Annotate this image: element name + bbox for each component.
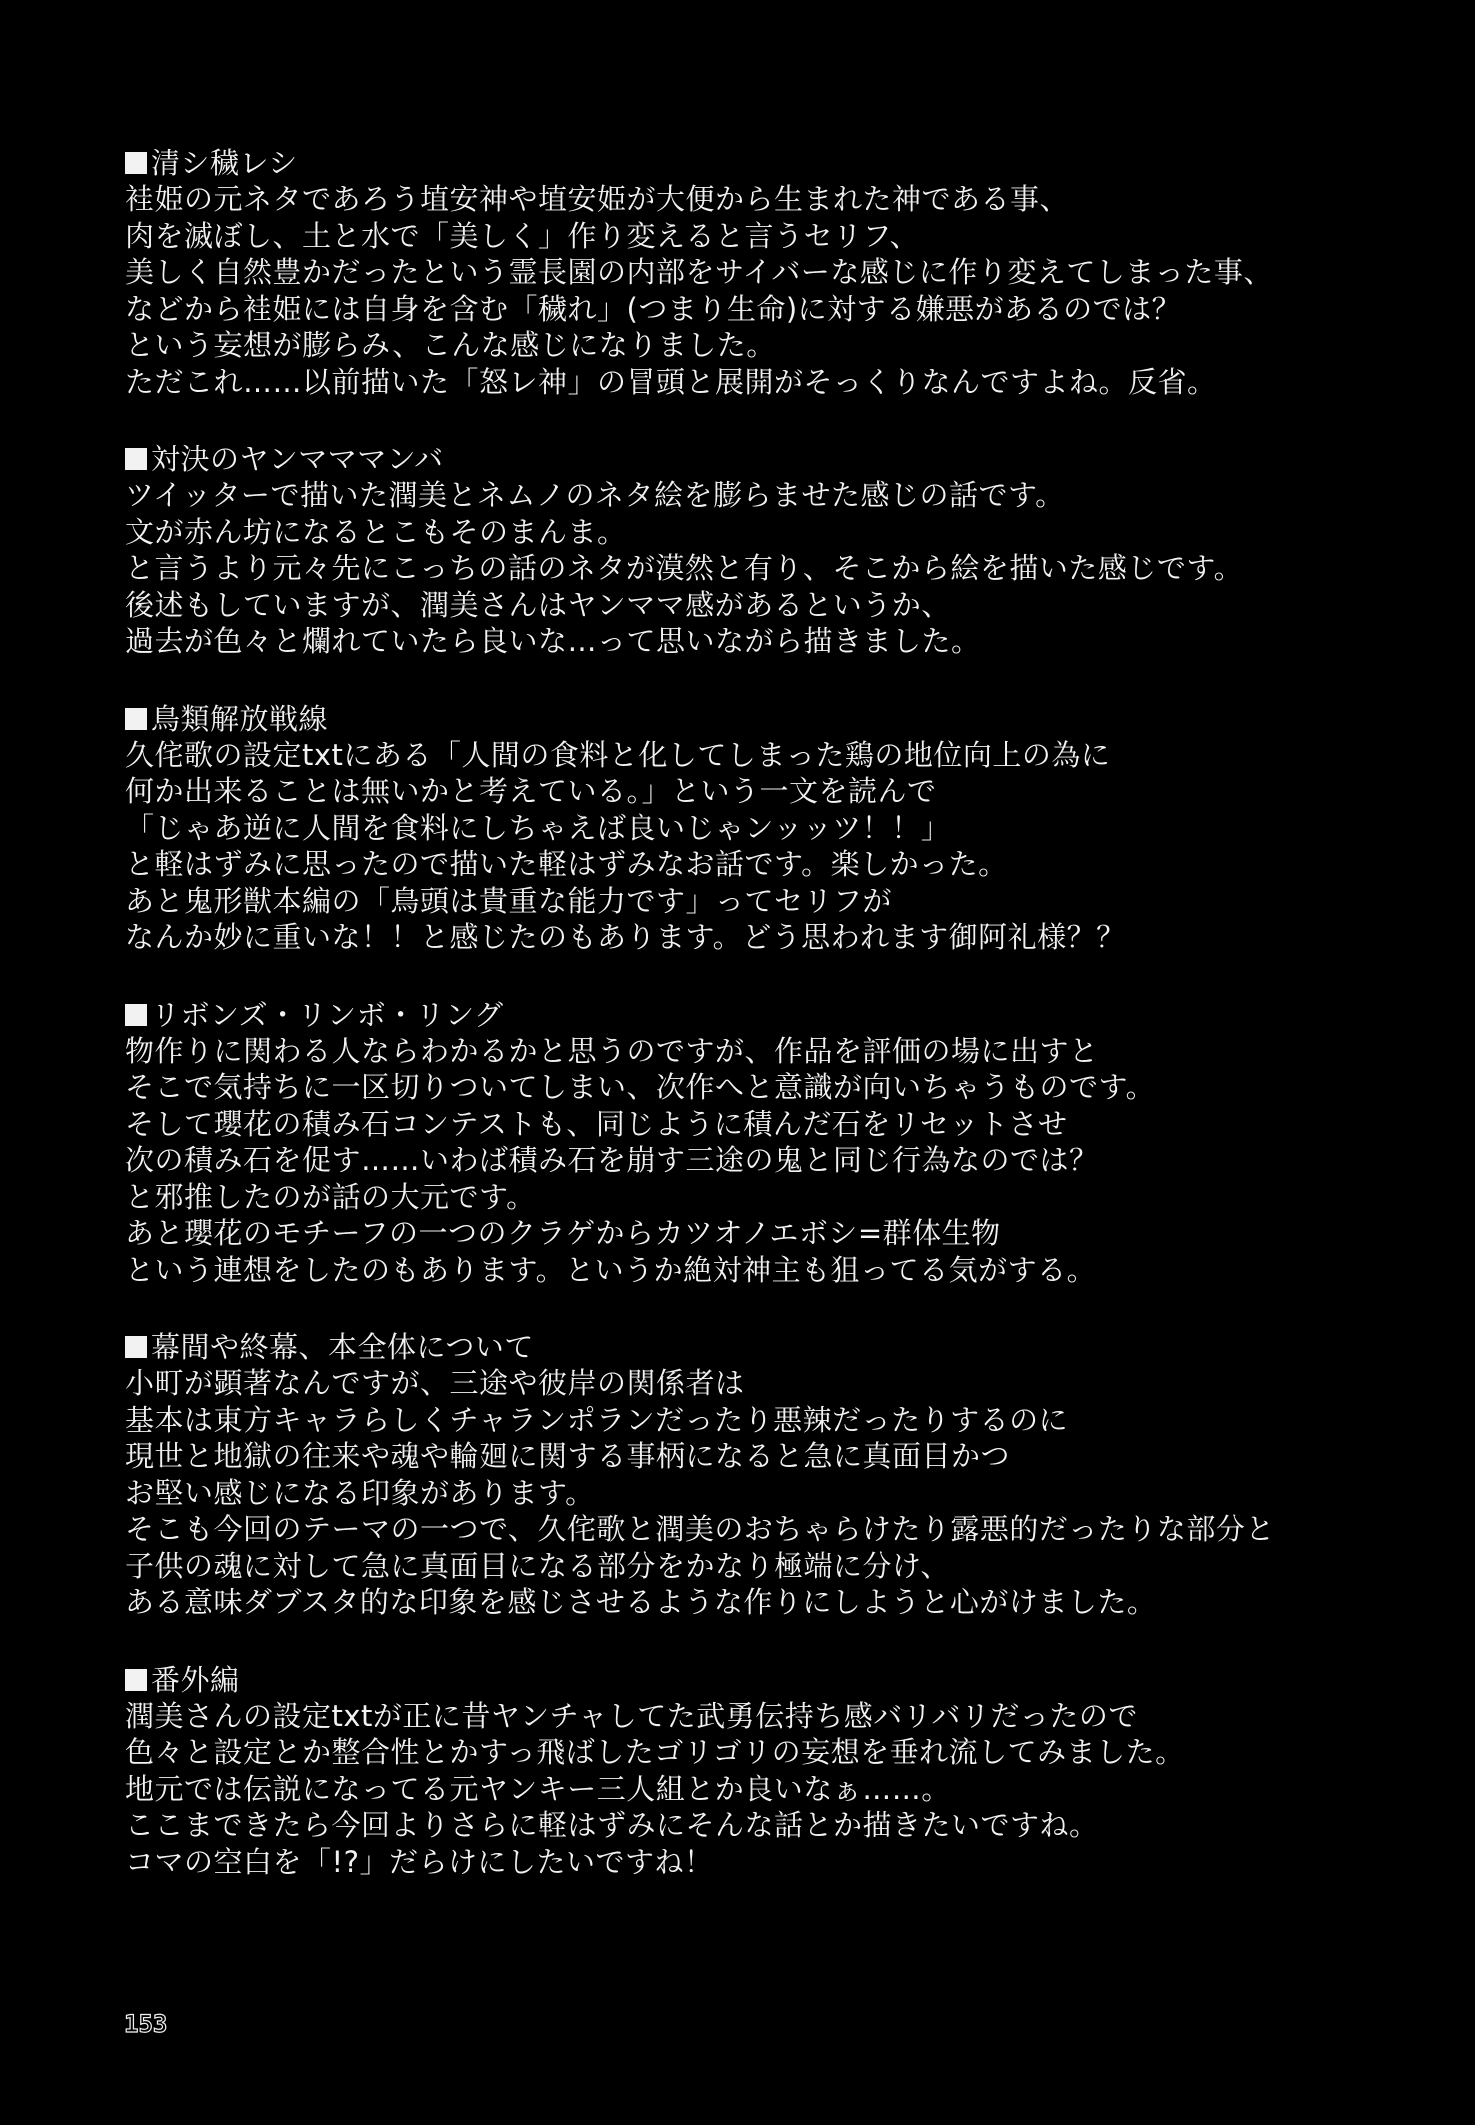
body-line: ただこれ……以前描いた「怒レ神」の冒頭と展開がそっくりなんですよね。反省。 — [125, 364, 1217, 399]
body-line: そこで気持ちに一区切りついてしまい、次作へと意識が向いちゃうものです。 — [125, 1070, 1156, 1104]
body-line: 色々と設定とか整合性とかすっ飛ばしたゴリゴリの妄想を垂れ流してみました。 — [125, 1735, 1185, 1769]
body-line: 肉を滅ぼし、土と水で「美しく」作り変えると言うセリフ、 — [125, 218, 920, 253]
body-line: あと鬼形獣本編の「鳥頭は貴重な能力です」ってセリフが — [125, 883, 893, 918]
body-line: 潤美さんの設定txtが正に昔ヤンチャしてた武勇伝持ち感バリバリだったので — [125, 1698, 1138, 1733]
body-line: 子供の魂に対して急に真面目になる部分をかなり極端に分け、 — [125, 1548, 950, 1583]
body-line: 文が赤ん坊になるとこもそのまんま。 — [125, 514, 627, 549]
section-heading — [125, 1662, 1405, 1698]
body-line: そこも今回のテーマの一つで、久侘歌と潤美のおちゃらけたり露悪的だったりな部分と — [125, 1512, 1275, 1546]
body-line: 過去が色々と爛れていたら良いな…って思いながら描きました。 — [125, 624, 981, 658]
body-line: コマの空白を「!?」だらけにしたいですね！ — [125, 1844, 714, 1879]
section-heading — [125, 441, 1405, 477]
body-line: 久侘歌の設定txtにある「人間の食料と化してしまった鶏の地位向上の為に — [125, 737, 1111, 772]
page-number: 153 — [124, 2010, 168, 2038]
section-heading-text: 清シ穢レシ — [151, 146, 298, 180]
body-line: という妄想が膨らみ、こんな感じになりました。 — [125, 328, 776, 362]
section-heading-text: 番外編 — [151, 1662, 240, 1697]
body-line: そして瓔花の積み石コンテストも、同じように積んだ石をリセットさせ — [125, 1106, 1068, 1141]
body-line: 「じゃあ逆に人間を食料にしちゃえば良いじゃンッッツ！！」 — [125, 810, 951, 845]
section-heading-text: リボンズ・リンボ・リング — [151, 997, 504, 1032]
square-bullet-icon — [125, 1669, 147, 1691]
body-line: などから袿姫には自身を含む「穢れ」(つまり生命)に対する嫌悪があるのでは？ — [125, 291, 1182, 326]
body-line: と邪推したのが話の大元です。 — [125, 1179, 536, 1214]
body-line: 後述もしていますが、潤美さんはヤンママ感があるというか、 — [125, 587, 951, 622]
square-bullet-icon — [125, 1004, 147, 1026]
body-line: ある意味ダブスタ的な印象を感じさせるような作りにしようと心がけました。 — [125, 1585, 1157, 1619]
body-line: と軽はずみに思ったので描いた軽はずみなお話です。楽しかった。 — [125, 847, 1008, 881]
section-heading — [125, 145, 1405, 181]
body-line: お堅い感じになる印象があります。 — [125, 1475, 595, 1510]
section-interlude-and-finale — [125, 1329, 1405, 1621]
section-extra-chapter — [125, 1662, 1405, 1881]
section-heading-text: 対決のヤンマママンバ — [151, 442, 444, 476]
body-line: なんか妙に重いな！！と感じたのもあります。どう思われます御阿礼様？？ — [125, 920, 1126, 954]
afterword-page — [125, 145, 1405, 1921]
body-line: 次の積み石を促す……いわば積み石を崩す三途の鬼と同じ行為なのでは？ — [125, 1143, 1099, 1177]
square-bullet-icon — [125, 152, 147, 174]
body-line: 袿姫の元ネタであろう埴安神や埴安姫が大便から生まれた神である事、 — [125, 182, 1070, 216]
square-bullet-icon — [125, 708, 147, 730]
square-bullet-icon — [125, 448, 147, 470]
section-kiyoshi-kegareshi — [125, 145, 1405, 400]
section-heading — [125, 1329, 1405, 1365]
body-line: ツイッターで描いた潤美とネムノのネタ絵を膨らませた感じの話です。 — [125, 478, 1065, 512]
section-yanmama-manba — [125, 441, 1405, 660]
body-line: と言うより元々先にこっちの話のネタが漠然と有り、そこから絵を描いた感じです。 — [125, 551, 1244, 585]
section-heading — [125, 701, 1405, 737]
body-line: ここまできたら今回よりさらに軽はずみにそんな話とか描きたいですね。 — [125, 1808, 1099, 1842]
section-heading-text: 鳥類解放戦線 — [151, 701, 329, 736]
body-line: という連想をしたのもあります。というか絶対神主も狙ってる気がする。 — [125, 1252, 1097, 1287]
body-line: 小町が顕著なんですが、三途や彼岸の関係者は — [125, 1366, 745, 1400]
section-bird-liberation-front — [125, 701, 1405, 956]
body-line: あと瓔花のモチーフの一つのクラゲからカツオノエボシ=群体生物 — [125, 1216, 1001, 1250]
body-line: 現世と地獄の往来や魂や輪廻に関する事柄になると急に真面目かつ — [125, 1439, 1011, 1473]
square-bullet-icon — [125, 1336, 147, 1358]
body-line: 美しく自然豊かだったという霊長園の内部をサイバーな感じに作り変えてしまった事、 — [125, 255, 1273, 289]
body-line: 何か出来ることは無いかと考えている。」という一文を読んで — [125, 774, 937, 808]
section-heading — [125, 997, 1405, 1033]
body-line: 地元では伝説になってる元ヤンキー三人組とか良いなぁ……。 — [125, 1771, 951, 1806]
body-line: 物作りに関わる人ならわかるかと思うのですが、作品を評価の場に出すと — [125, 1033, 1099, 1068]
section-ribbons-limbo-ring — [125, 997, 1405, 1289]
body-line: 基本は東方キャラらしくチャランポランだったり悪辣だったりするのに — [125, 1402, 1069, 1437]
section-heading-text: 幕間や終幕、本全体について — [151, 1330, 534, 1364]
